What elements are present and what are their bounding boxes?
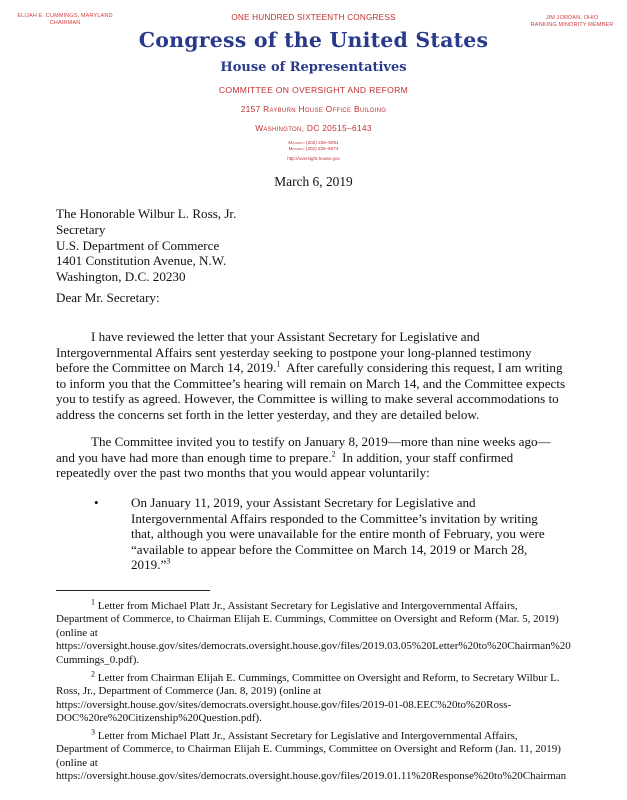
footnote-ref-1[interactable]: 1 [276, 359, 281, 369]
committee-name: COMMITTEE ON OVERSIGHT AND REFORM [218, 85, 409, 95]
congress-number: ONE HUNDRED SIXTEENTH CONGRESS [231, 13, 396, 22]
footnote-2 [56, 669, 622, 726]
bullet-item [131, 495, 611, 573]
paragraph-line: I have reviewed the letter that your Assistant Secretary for Legislative and [91, 329, 480, 344]
bullet-marker: • [94, 495, 99, 510]
footnote-divider [56, 590, 210, 591]
footnote-link[interactable]: DOC%20re%20Citizenship%20Question.pdf). [56, 712, 262, 725]
footnote-ref-3[interactable]: 3 [166, 557, 171, 567]
paragraph-line: The Committee invited you to testify on January 8, 2019—more than nine weeks ago— [91, 434, 551, 449]
ranking-member-name: JIM JORDAN, OHIO [545, 15, 599, 21]
recipient-address [56, 206, 236, 285]
majority-phone: Majority (202) 225–5051 [288, 140, 339, 145]
recipient-line: U.S. Department of Commerce [56, 237, 220, 253]
footnote-link[interactable]: Cummings_0.pdf). [56, 653, 140, 666]
footnote-3 [56, 727, 622, 784]
letter-date: March 6, 2019 [274, 174, 353, 189]
committee-website: http://oversight.house.gov [287, 156, 340, 161]
paragraph-line: you to testify as agreed. However, the Committee is willing to make several accommodations to [56, 391, 559, 407]
footnote-link[interactable]: https://oversight.house.gov/sites/democrats.oversight.house.gov/files/2019.01.11%20Response%20to%20Chairman [56, 770, 567, 783]
footnote-line: $^3$ Letter from Michael Platt Jr., Assistant Secretary for Legislative and Intergovernmental Affairs, [91, 727, 518, 742]
paragraph-line: before the Committee on March 14, 2019.$^1$ After carefully considering this request, I am writing [56, 359, 563, 376]
footnote-number: 2 [91, 669, 95, 679]
office-city: Washington, DC 20515–6143 [255, 123, 372, 133]
footnote-ref-2[interactable]: 2 [331, 449, 336, 459]
letterhead-subtitle: House of Representatives [220, 60, 407, 75]
paragraph-1 [56, 329, 616, 423]
paragraph-2 [56, 434, 616, 481]
recipient-line: Secretary [56, 221, 106, 237]
footnote-line: $^2$ Letter from Chairman Elijah E. Cummings, Committee on Oversight and Reform, to Secretary Wilbur L. [91, 669, 560, 684]
footnote-line: Department of Commerce, to Chairman Elijah E. Cummings, Committee on Oversight and Reform (Jan. 11, 2019) [56, 743, 561, 756]
footnote-line: (online at [56, 756, 98, 769]
recipient-line: Washington, D.C. 20230 [56, 269, 186, 285]
minority-phone: Minority (202) 225–5074 [288, 146, 339, 152]
bullet-line: that, although you were unavailable for the entire month of February, you were [131, 526, 545, 542]
footnote-number: 3 [91, 727, 95, 737]
letterhead-title: Congress of the United States [138, 28, 489, 52]
paragraph-line: address the concerns set forth in the letter yesterday, and they are detailed below. [56, 406, 480, 422]
footnote-1 [56, 597, 622, 667]
ranking-member-block [520, 15, 624, 29]
chairman-role: CHAIRMAN [49, 20, 81, 26]
footnote-line: Department of Commerce, to Chairman Elijah E. Cummings, Committee on Oversight and Reform (Mar. 5, 2019) [56, 613, 559, 626]
recipient-line: The Honorable Wilbur L. Ross, Jr. [56, 206, 237, 221]
salutation: Dear Mr. Secretary: [56, 290, 160, 305]
bullet-line: 2019.”$^3$ [131, 557, 171, 573]
office-building: 2157 Rayburn House Office Building [240, 104, 387, 114]
footnote-link[interactable]: https://oversight.house.gov/sites/democrats.oversight.house.gov/files/2019.03.05%20Letter%20to%20Chairman%20 [56, 640, 571, 653]
chairman-name: ELIJAH E. CUMMINGS, MARYLAND [17, 13, 113, 19]
footnote-number: 1 [91, 597, 95, 607]
paragraph-line: to inform you that the Committee’s hearing will remain on March 14, and the Committee expects [56, 375, 566, 391]
footnote-line: Ross, Jr., Department of Commerce (Jan. 8, 2019) (online at [56, 685, 322, 698]
bullet-line: “available to appear before the Committee on March 14, 2019 or March 28, [131, 541, 528, 557]
paragraph-line: and you have had more than enough time to prepare.$^2$ In addition, your staff confirmed [56, 449, 514, 465]
recipient-line: 1401 Constitution Avenue, N.W. [56, 253, 227, 269]
footnote-link[interactable]: https://oversight.house.gov/sites/democrats.oversight.house.gov/files/2019-01-08.EEC%20to%20Ross- [56, 698, 512, 711]
footnote-line: $^1$ Letter from Michael Platt Jr., Assistant Secretary for Legislative and Intergovernmental Affairs, [91, 597, 518, 612]
paragraph-line: repeatedly over the past two months that you would appear voluntarily: [56, 465, 430, 481]
phone-block [0, 140, 627, 152]
ranking-member-role: RANKING MINORITY MEMBER [530, 22, 614, 28]
bullet-line: Intergovernmental Affairs responded to the Committee’s invitation by writing [131, 510, 538, 526]
footnote-line: (online at [56, 626, 98, 639]
bullet-line: On January 11, 2019, your Assistant Secretary for Legislative and [131, 495, 476, 510]
paragraph-line: Intergovernmental Affairs sent yesterday seeking to postpone your long-planned testimony [56, 344, 532, 360]
